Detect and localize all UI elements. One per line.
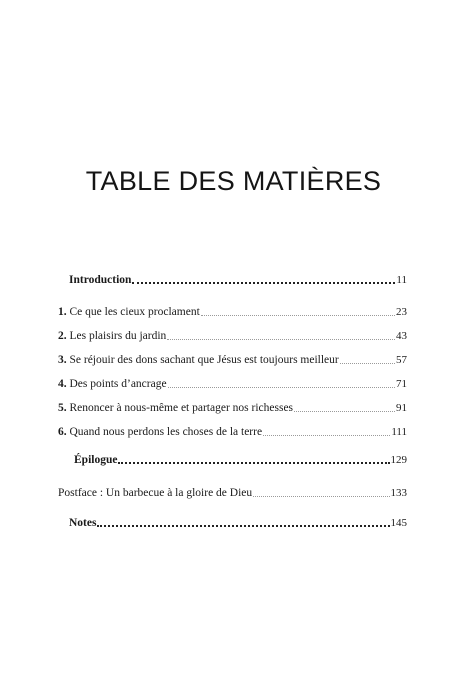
dot-leader (253, 495, 389, 497)
dot-leader (201, 314, 395, 316)
toc-entry-chapter-4 (58, 377, 407, 391)
toc-entry-introduction (69, 273, 407, 287)
dot-leader (118, 461, 389, 464)
dot-leader (168, 386, 395, 388)
toc-entry-page: 129 (390, 454, 407, 466)
dot-leader (340, 362, 395, 364)
toc-entry-number: 2. (58, 330, 67, 342)
dot-leader (294, 410, 395, 412)
toc-entry-label: Les plaisirs du jardin (66, 330, 167, 342)
toc-entry-page: 71 (396, 378, 407, 390)
toc-entry-page: 111 (391, 426, 407, 438)
toc-entry-number: 4. (58, 378, 67, 390)
toc-entry-number: 6. (58, 426, 67, 438)
toc-entry-page: 43 (396, 330, 407, 342)
toc-entry-number: 5. (58, 402, 67, 414)
toc-entry-page: 133 (390, 487, 407, 499)
toc-entry-label: Renoncer à nous-même et partager nos richesses (66, 402, 294, 414)
toc-entry-label: Notes (69, 517, 97, 529)
toc-entry-label: Des points d’ancrage (66, 378, 167, 390)
toc-entry-label: Quand nous perdons les choses de la terre (66, 426, 263, 438)
dot-leader (263, 434, 390, 436)
toc-entry-number: 1. (58, 306, 67, 318)
toc-entry-page: 145 (390, 517, 407, 529)
toc-entry-label: Épilogue (74, 454, 118, 466)
dot-leader (132, 281, 395, 284)
toc-entry-number: 3. (58, 354, 67, 366)
toc-entry-chapter-6 (58, 425, 407, 439)
toc-title: TABLE DES MATIÈRES (85, 166, 382, 196)
toc-entry-label: Introduction (69, 274, 132, 286)
toc-entry-label: Postface : Un barbecue à la gloire de Dieu (58, 487, 253, 499)
toc-entry-page: 11 (396, 274, 407, 286)
toc-entry-chapter-1 (58, 305, 407, 319)
toc-entry-chapter-3 (58, 353, 407, 367)
toc-entry-notes (69, 516, 407, 530)
toc-entry-page: 23 (396, 306, 407, 318)
toc-entry-chapter-5 (58, 401, 407, 415)
toc-entry-chapter-2 (58, 329, 407, 343)
dot-leader (97, 524, 389, 527)
toc-entry-page: 57 (396, 354, 407, 366)
toc-entry-page: 91 (396, 402, 407, 414)
dot-leader (167, 338, 395, 340)
toc-entry-label: Se réjouir des dons sachant que Jésus est toujours meilleur (66, 354, 339, 366)
toc-entry-label: Ce que les cieux proclament (66, 306, 200, 318)
toc-entry-postface (58, 486, 407, 500)
toc-entry-epilogue (74, 453, 407, 467)
